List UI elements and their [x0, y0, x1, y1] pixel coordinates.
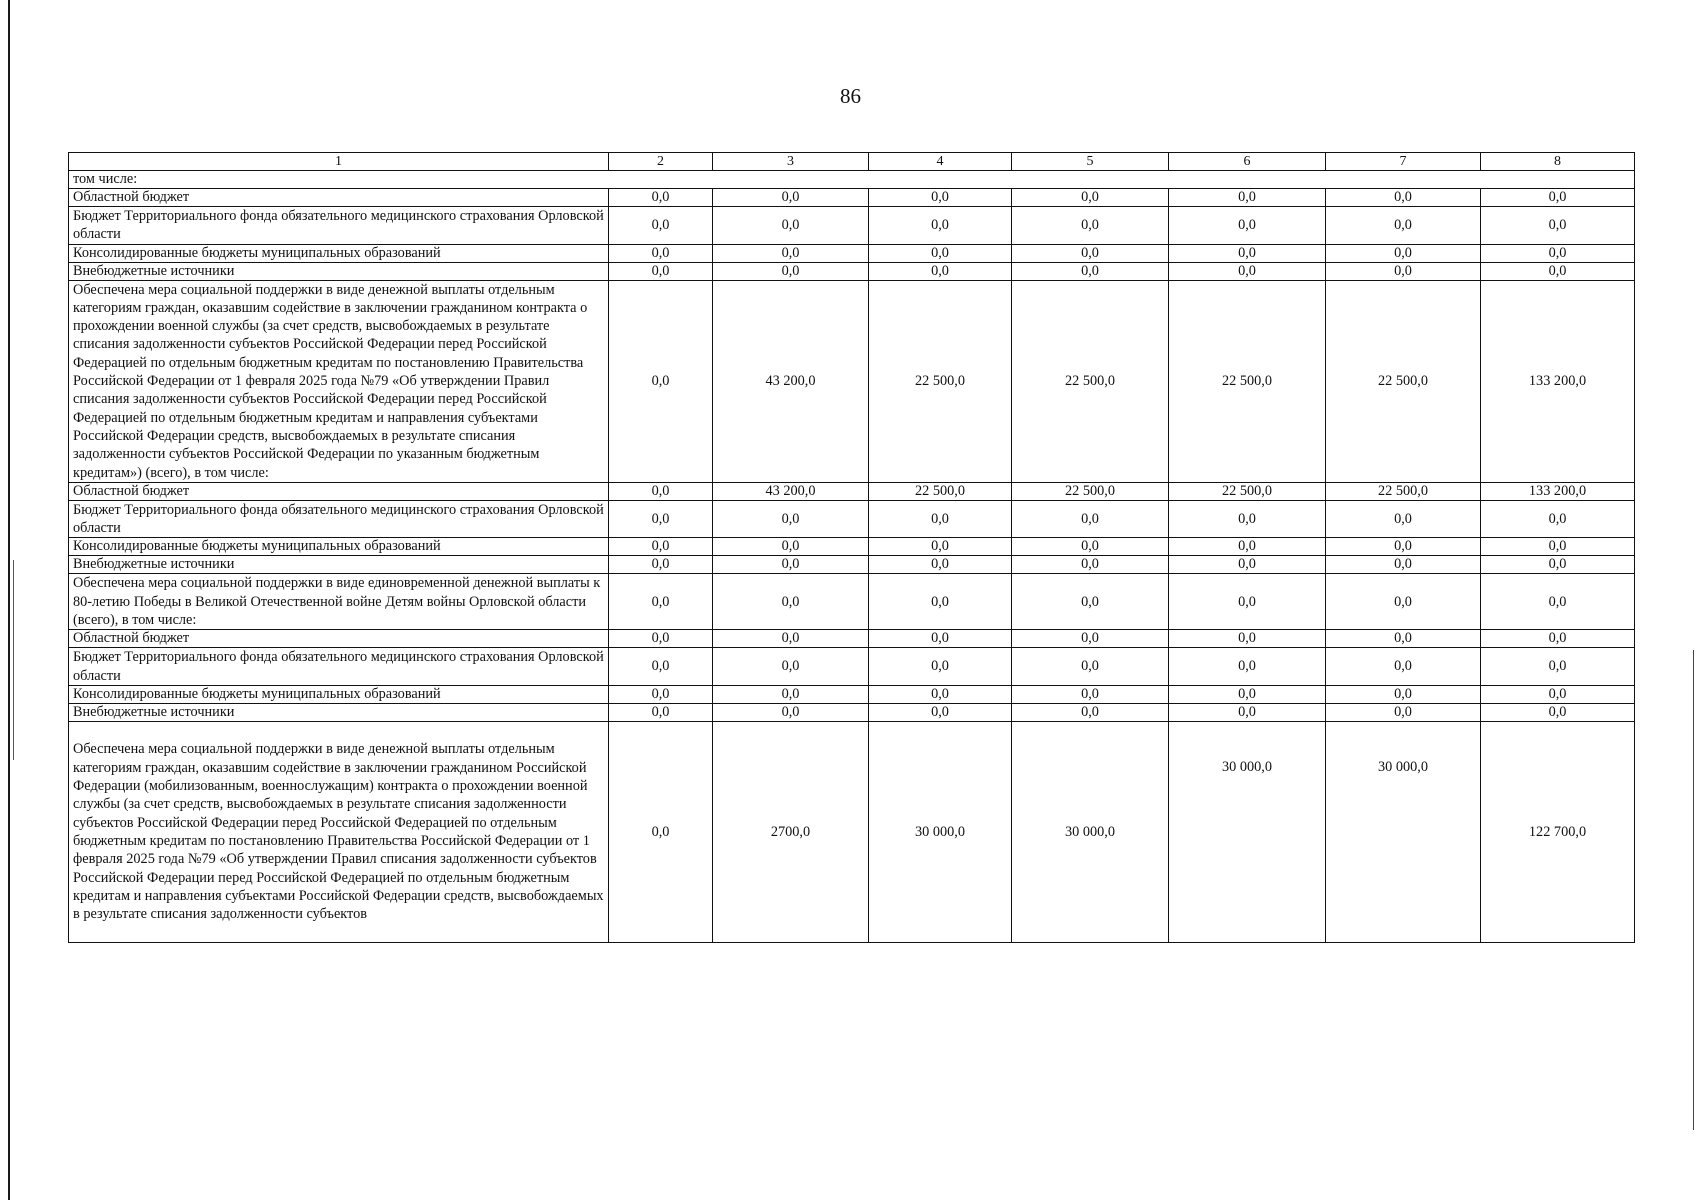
cell-value: 0,0 [713, 574, 869, 630]
column-header: 8 [1481, 153, 1635, 171]
cell-value: 0,0 [1481, 648, 1635, 686]
row-label: Внебюджетные источники [69, 703, 609, 721]
table-row [69, 244, 1635, 262]
cell-value: 0,0 [1012, 648, 1169, 686]
column-header: 6 [1169, 153, 1326, 171]
scan-left-edge [8, 0, 10, 1200]
cell-value: 122 700,0 [1481, 721, 1635, 942]
table-row [69, 189, 1635, 207]
table-row [69, 207, 1635, 245]
cell-value: 0,0 [1169, 189, 1326, 207]
cell-value: 0,0 [869, 556, 1012, 574]
cell-value: 30 000,0 [1012, 721, 1169, 942]
cell-value: 0,0 [713, 556, 869, 574]
row-label: Консолидированные бюджеты муниципальных образований [69, 685, 609, 703]
cell-value: 0,0 [609, 500, 713, 538]
row-label: Обеспечена мера социальной поддержки в виде денежной выплаты отдельным категориям граждан, оказавшим содействие в заключении гражданином Российской Федерации (мобилизованным, военнослужащим) контракта о прохождении военной службы (за счет средств, высвобождаемых в результате списания задолженности субъектов Российской Федерации перед Российской Федерацией по отдельным бюджетным кредитам по постановлению Правительства Российской Федерации от 1 февраля 2025 года №79 «Об утверждении Правил списания задолженности субъектов Российской Федерации перед Российской Федерацией по отдельным бюджетным кредитам и направления субъектами Российской Федерации средств, высвобождаемых в результате списания задолженности субъектов [69, 721, 609, 942]
cell-value: 0,0 [609, 703, 713, 721]
cell-value: 0,0 [1326, 648, 1481, 686]
cell-value: 0,0 [713, 703, 869, 721]
cell-value: 0,0 [713, 630, 869, 648]
cell-value: 0,0 [609, 189, 713, 207]
cell-value: 2700,0 [713, 721, 869, 942]
table-row [69, 500, 1635, 538]
cell-value: 0,0 [1481, 703, 1635, 721]
cell-value: 0,0 [1326, 556, 1481, 574]
cell-value: 0,0 [609, 685, 713, 703]
cell-value: 0,0 [869, 538, 1012, 556]
cell-value: 0,0 [869, 262, 1012, 280]
cell-value: 0,0 [869, 207, 1012, 245]
cell-value-upper [1169, 721, 1326, 942]
cell-value: 0,0 [1326, 189, 1481, 207]
cell-value: 0,0 [1326, 630, 1481, 648]
scan-right-edge [1693, 650, 1694, 1130]
cell-value: 0,0 [1326, 244, 1481, 262]
table-row [69, 482, 1635, 500]
column-header: 4 [869, 153, 1012, 171]
table-row [69, 630, 1635, 648]
cell-value: 0,0 [1169, 207, 1326, 245]
cell-value: 0,0 [1169, 244, 1326, 262]
table-row [69, 262, 1635, 280]
cell-value: 0,0 [1481, 189, 1635, 207]
cell-value: 0,0 [1169, 703, 1326, 721]
budget-table [68, 152, 1635, 943]
cell-value: 0,0 [609, 630, 713, 648]
cell-value: 0,0 [1012, 703, 1169, 721]
cell-value: 0,0 [713, 538, 869, 556]
column-header: 1 [69, 153, 609, 171]
row-label: Бюджет Территориального фонда обязательного медицинского страхования Орловской области [69, 500, 609, 538]
cell-value: 0,0 [869, 500, 1012, 538]
cell-value: 0,0 [1481, 244, 1635, 262]
cell-value: 0,0 [1169, 685, 1326, 703]
cell-value: 0,0 [1012, 189, 1169, 207]
table-row [69, 648, 1635, 686]
page-number: 86 [840, 84, 861, 108]
row-label: Консолидированные бюджеты муниципальных образований [69, 538, 609, 556]
column-number-row [69, 153, 1635, 171]
cell-value: 0,0 [1326, 262, 1481, 280]
cell-value: 0,0 [869, 244, 1012, 262]
table-row [69, 556, 1635, 574]
cell-value: 133 200,0 [1481, 482, 1635, 500]
cell-value: 0,0 [1012, 685, 1169, 703]
cell-value: 0,0 [1169, 500, 1326, 538]
cell-value: 0,0 [609, 280, 713, 482]
cell-value: 22 500,0 [1169, 280, 1326, 482]
table-row [69, 721, 1635, 942]
cell-value: 0,0 [869, 574, 1012, 630]
cell-value: 133 200,0 [1481, 280, 1635, 482]
table-row [69, 703, 1635, 721]
cell-value: 22 500,0 [1012, 482, 1169, 500]
cell-value: 0,0 [713, 648, 869, 686]
row-label: Бюджет Территориального фонда обязательного медицинского страхования Орловской области [69, 648, 609, 686]
cell-value: 0,0 [1326, 685, 1481, 703]
cell-value: 43 200,0 [713, 482, 869, 500]
row-label: Обеспечена мера социальной поддержки в виде денежной выплаты отдельным категориям граждан, оказавшим содействие в заключении гражданином контракта о прохождении военной службы (за счет средств, высвобождаемых в результате списания задолженности субъектов Российской Федерации перед Российской Федерацией по отдельным бюджетным кредитам по постановлению Правительства Российской Федерации от 1 февраля 2025 года №79 «Об утверждении Правил списания задолженности субъектов Российской Федерации перед Российской Федерацией по отдельным бюджетным кредитам и направления субъектами Российской Федерации средств, высвобождаемых в результате списания задолженности субъектов Российской Федерации по указанным бюджетным кредитам») (всего), в том числе: [69, 280, 609, 482]
cell-value: 0,0 [1169, 574, 1326, 630]
cell-value: 22 500,0 [869, 280, 1012, 482]
cell-value: 0,0 [609, 538, 713, 556]
cell-value: 0,0 [609, 721, 713, 942]
cell-value: 0,0 [609, 556, 713, 574]
cell-value: 0,0 [609, 207, 713, 245]
cell-value: 0,0 [1326, 207, 1481, 245]
cell-value: 0,0 [1481, 538, 1635, 556]
cell-value: 30 000,0 [869, 721, 1012, 942]
cell-value: 0,0 [1481, 500, 1635, 538]
cell-value: 22 500,0 [1012, 280, 1169, 482]
cell-value: 0,0 [713, 262, 869, 280]
cell-value: 22 500,0 [869, 482, 1012, 500]
table-row [69, 171, 1635, 189]
table-row [69, 280, 1635, 482]
cell-value: 0,0 [713, 189, 869, 207]
cell-value: 0,0 [1326, 574, 1481, 630]
cell-value: 0,0 [1012, 500, 1169, 538]
cell-value: 0,0 [1012, 630, 1169, 648]
cell-value: 0,0 [713, 500, 869, 538]
cell-value: 30 000,0 [1377, 758, 1429, 775]
table-row [69, 685, 1635, 703]
cell-value: 0,0 [1326, 538, 1481, 556]
cell-value: 0,0 [869, 630, 1012, 648]
cell-value: 0,0 [1169, 556, 1326, 574]
cell-value: 0,0 [869, 189, 1012, 207]
row-label: Консолидированные бюджеты муниципальных образований [69, 244, 609, 262]
cell-value: 0,0 [1169, 538, 1326, 556]
cell-value: 0,0 [713, 685, 869, 703]
cell-value: 0,0 [1481, 685, 1635, 703]
column-header: 5 [1012, 153, 1169, 171]
cell-value: 30 000,0 [1221, 758, 1273, 775]
cell-value-upper [1326, 721, 1481, 942]
cell-value: 0,0 [609, 262, 713, 280]
row-label: Внебюджетные источники [69, 556, 609, 574]
cell-value: 0,0 [609, 482, 713, 500]
cell-value: 22 500,0 [1326, 482, 1481, 500]
cell-value: 0,0 [1481, 556, 1635, 574]
row-label: Областной бюджет [69, 630, 609, 648]
cell-value: 0,0 [1012, 574, 1169, 630]
cell-value: 0,0 [1012, 538, 1169, 556]
column-header: 3 [713, 153, 869, 171]
cell-value: 0,0 [1326, 500, 1481, 538]
cell-value: 0,0 [1012, 244, 1169, 262]
cell-value: 0,0 [1481, 262, 1635, 280]
cell-value: 0,0 [609, 648, 713, 686]
column-header: 2 [609, 153, 713, 171]
cell-value: 0,0 [869, 648, 1012, 686]
cell-value: 0,0 [1012, 262, 1169, 280]
row-label: Обеспечена мера социальной поддержки в виде единовременной денежной выплаты к 80-летию Победы в Великой Отечественной войне Детям войны Орловской области (всего), в том числе: [69, 574, 609, 630]
cell-value: 0,0 [713, 244, 869, 262]
table-row [69, 538, 1635, 556]
table-row [69, 574, 1635, 630]
scan-left-edge-mark [13, 560, 14, 760]
row-label: Областной бюджет [69, 189, 609, 207]
column-header: 7 [1326, 153, 1481, 171]
row-label: том числе: [69, 171, 1635, 189]
cell-value: 0,0 [609, 574, 713, 630]
cell-value: 22 500,0 [1169, 482, 1326, 500]
cell-value: 0,0 [609, 244, 713, 262]
row-label: Областной бюджет [69, 482, 609, 500]
cell-value: 0,0 [869, 685, 1012, 703]
cell-value: 22 500,0 [1326, 280, 1481, 482]
row-label: Бюджет Территориального фонда обязательного медицинского страхования Орловской области [69, 207, 609, 245]
cell-value: 0,0 [713, 207, 869, 245]
row-label: Внебюджетные источники [69, 262, 609, 280]
cell-value: 0,0 [1169, 630, 1326, 648]
cell-value: 0,0 [1481, 207, 1635, 245]
cell-value: 0,0 [1169, 262, 1326, 280]
cell-value: 0,0 [1481, 630, 1635, 648]
cell-value: 0,0 [1326, 703, 1481, 721]
cell-value: 0,0 [1012, 207, 1169, 245]
cell-value: 0,0 [869, 703, 1012, 721]
cell-value: 43 200,0 [713, 280, 869, 482]
cell-value: 0,0 [1012, 556, 1169, 574]
cell-value: 0,0 [1169, 648, 1326, 686]
cell-value: 0,0 [1481, 574, 1635, 630]
